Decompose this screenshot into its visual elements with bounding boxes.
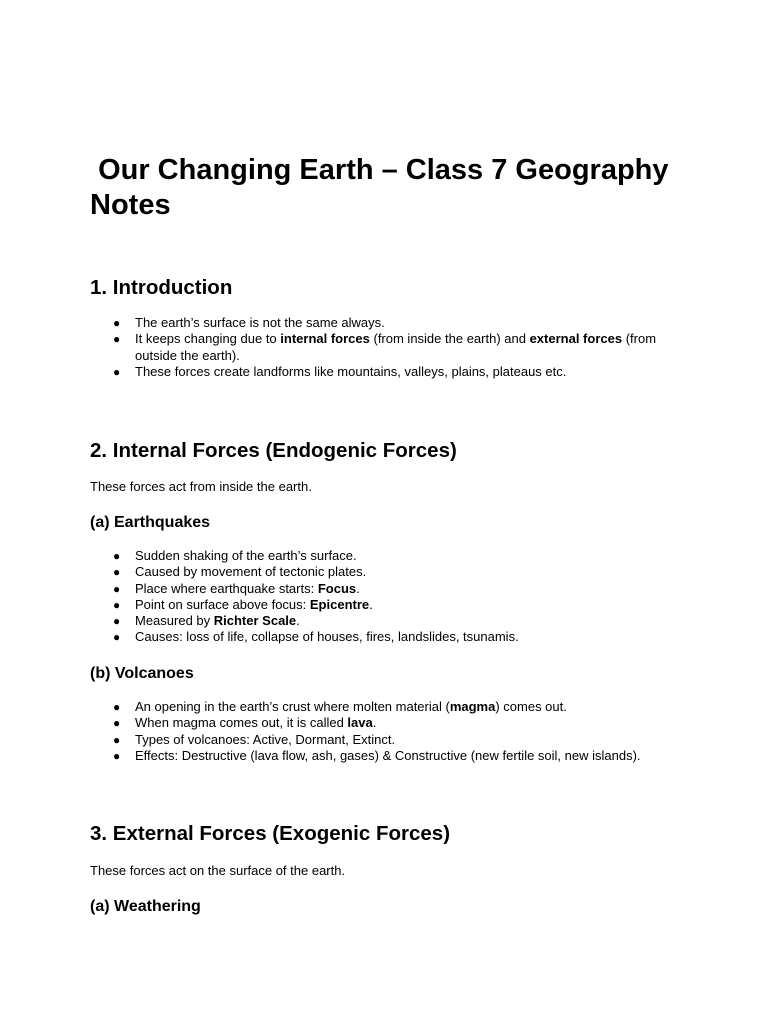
- bullet-icon: ●: [113, 581, 121, 596]
- external-forces-intro: These forces act on the surface of the earth.: [90, 863, 346, 878]
- section-heading-internal-forces: 2. Internal Forces (Endogenic Forces): [90, 439, 457, 462]
- document-title: Our Changing Earth – Class 7 Geography Notes: [90, 154, 677, 221]
- bullet-icon: ●: [113, 630, 121, 645]
- list-item: ● These forces create landforms like mountains, valleys, plains, plateaus etc.: [113, 363, 567, 379]
- bullet-icon: ●: [113, 597, 121, 612]
- introduction-list: [90, 315, 690, 380]
- list-item: ● Place where earthquake starts: Focus.: [113, 580, 360, 596]
- list-item: ● Types of volcanoes: Active, Dormant, Extinct.: [113, 731, 396, 747]
- bullet-icon: ●: [113, 565, 121, 580]
- section-heading-introduction: 1. Introduction: [90, 276, 233, 299]
- list-item: ● Caused by movement of tectonic plates.: [113, 564, 367, 580]
- list-item: ● Sudden shaking of the earth’s surface.: [113, 548, 357, 563]
- bullet-icon: ●: [113, 549, 121, 563]
- list-item: ● An opening in the earth’s crust where molten material (magma) comes out.: [113, 699, 567, 714]
- list-item: ● Point on surface above focus: Epicentre.: [113, 596, 373, 612]
- subheading-volcanoes: (b) Volcanoes: [90, 665, 194, 682]
- volcanoes-list: [90, 699, 710, 764]
- list-item: ● It keeps changing due to internal forces (from inside the earth) and external forces (from outside the earth).: [113, 331, 657, 363]
- bullet-icon: ●: [113, 364, 121, 379]
- bullet-icon: ●: [113, 716, 121, 731]
- bullet-icon: ●: [113, 316, 121, 330]
- subheading-earthquakes: (a) Earthquakes: [90, 514, 211, 531]
- earthquakes-list: [90, 548, 690, 646]
- list-item: ● Measured by Richter Scale.: [113, 613, 300, 629]
- list-item: ● When magma comes out, it is called lava.: [113, 715, 377, 731]
- subheading-weathering: (a) Weathering: [90, 898, 201, 915]
- bullet-icon: ●: [113, 748, 121, 763]
- internal-forces-intro: These forces act from inside the earth.: [90, 479, 312, 494]
- section-heading-external-forces: 3. External Forces (Exogenic Forces): [90, 822, 451, 845]
- list-item: ● The earth’s surface is not the same always.: [113, 315, 385, 330]
- list-item: ● Effects: Destructive (lava flow, ash, gases) & Constructive (new fertile soil, new islands).: [113, 747, 641, 763]
- bullet-icon: ●: [113, 614, 121, 629]
- list-item: ● Causes: loss of life, collapse of houses, fires, landslides, tsunamis.: [113, 629, 519, 645]
- bullet-icon: ●: [113, 732, 121, 747]
- bullet-icon: ●: [113, 700, 121, 714]
- bullet-icon: ●: [113, 332, 121, 347]
